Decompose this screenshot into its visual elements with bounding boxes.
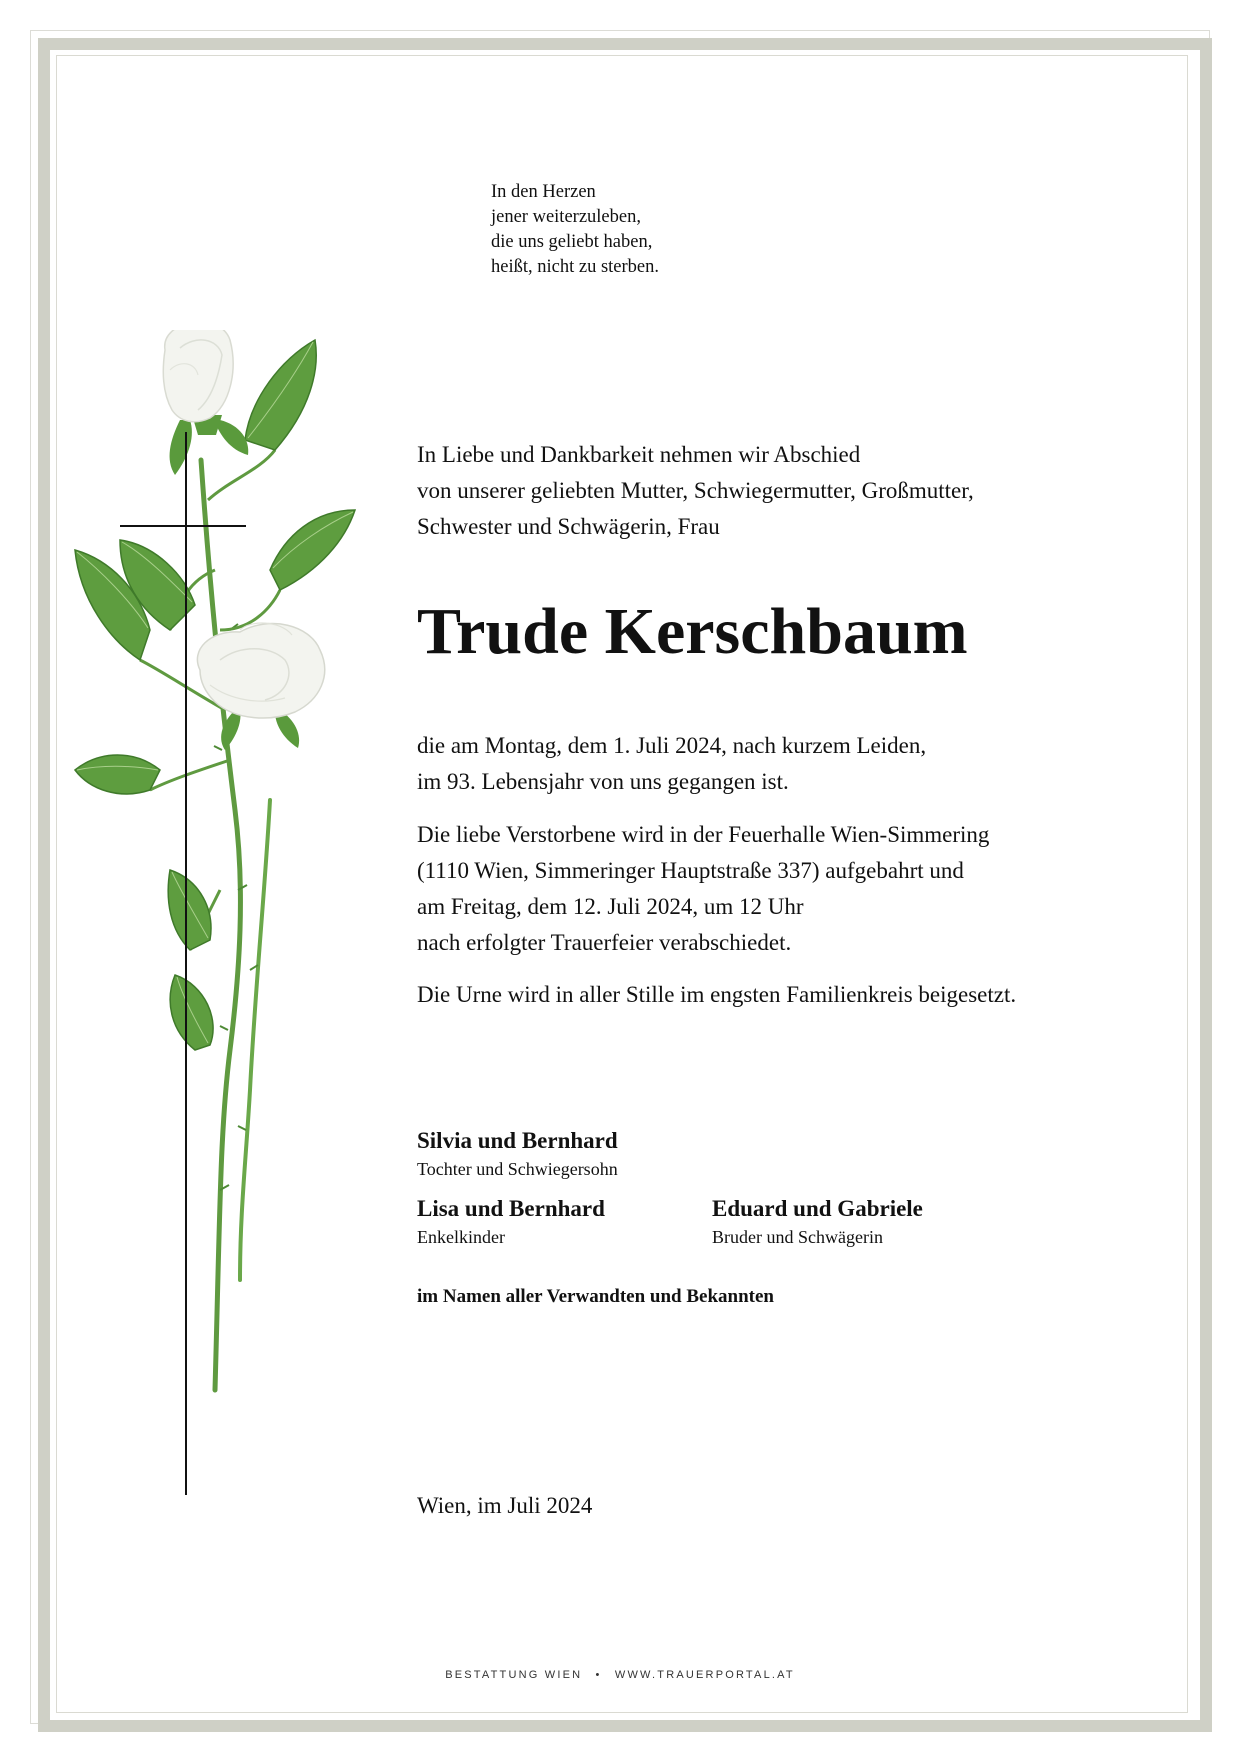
signer-name: Lisa und Bernhard: [417, 1196, 605, 1221]
signer-name: Eduard und Gabriele: [712, 1196, 923, 1221]
rose-bud-top: [163, 330, 233, 422]
motto-line: die uns geliebt haben,: [491, 232, 653, 252]
closing-line: im Namen aller Verwandten und Bekannten: [417, 1286, 775, 1307]
death-notice-line: die am Montag, dem 1. Juli 2024, nach kurzem Leiden,: [417, 733, 927, 758]
urn-text: [417, 977, 1016, 1013]
ceremony-line: nach erfolgter Trauerfeier verabschiedet.: [417, 930, 792, 955]
footer-website-link[interactable]: WWW.TRAUERPORTAL.AT: [614, 1669, 795, 1681]
ceremony-line: Die liebe Verstorbene wird in der Feuerhalle Wien-Simmering: [417, 822, 990, 847]
signer-role: Bruder und Schwägerin: [712, 1227, 883, 1247]
intro-text: [417, 437, 974, 545]
place-date: Wien, im Juli 2024: [417, 1493, 593, 1518]
intro-line: Schwester und Schwägerin, Frau: [417, 514, 720, 539]
intro-line: von unserer geliebten Mutter, Schwiegermutter, Großmutter,: [417, 478, 974, 503]
death-notice: [417, 728, 926, 800]
signer-daughter: [417, 1126, 618, 1182]
urn-line: Die Urne wird in aller Stille im engsten Familienkreis beigesetzt.: [417, 982, 1017, 1007]
rose-stem-second: [240, 800, 270, 1280]
ceremony-text: [417, 817, 989, 961]
footer: [0, 1669, 1240, 1681]
rose-bloom: [197, 623, 324, 718]
ceremony-line: (1110 Wien, Simmeringer Hauptstraße 337) aufgebahrt und: [417, 858, 964, 883]
ceremony-line: am Freitag, dem 12. Juli 2024, um 12 Uhr: [417, 894, 804, 919]
deceased-name: Trude Kerschbaum: [417, 595, 968, 668]
intro-line: In Liebe und Dankbarkeit nehmen wir Abschied: [417, 442, 861, 467]
cross-vertical-line: [185, 432, 187, 1495]
motto-line: jener weiterzuleben,: [491, 207, 641, 227]
signer-grandchildren: [417, 1194, 605, 1250]
signer-role: Enkelkinder: [417, 1227, 505, 1247]
motto-line: heißt, nicht zu sterben.: [491, 257, 659, 277]
signer-role: Tochter und Schwiegersohn: [417, 1159, 618, 1179]
footer-funeral-home: BESTATTUNG WIEN: [445, 1669, 583, 1681]
death-notice-line: im 93. Lebensjahr von uns gegangen ist.: [417, 769, 789, 794]
white-rose-illustration: [70, 330, 370, 1410]
motto-line: In den Herzen: [491, 182, 596, 202]
footer-separator: •: [595, 1669, 602, 1681]
signer-brother: [712, 1194, 923, 1250]
cross-horizontal-line: [120, 525, 246, 527]
motto: [491, 180, 659, 280]
signer-name: Silvia und Bernhard: [417, 1128, 618, 1153]
